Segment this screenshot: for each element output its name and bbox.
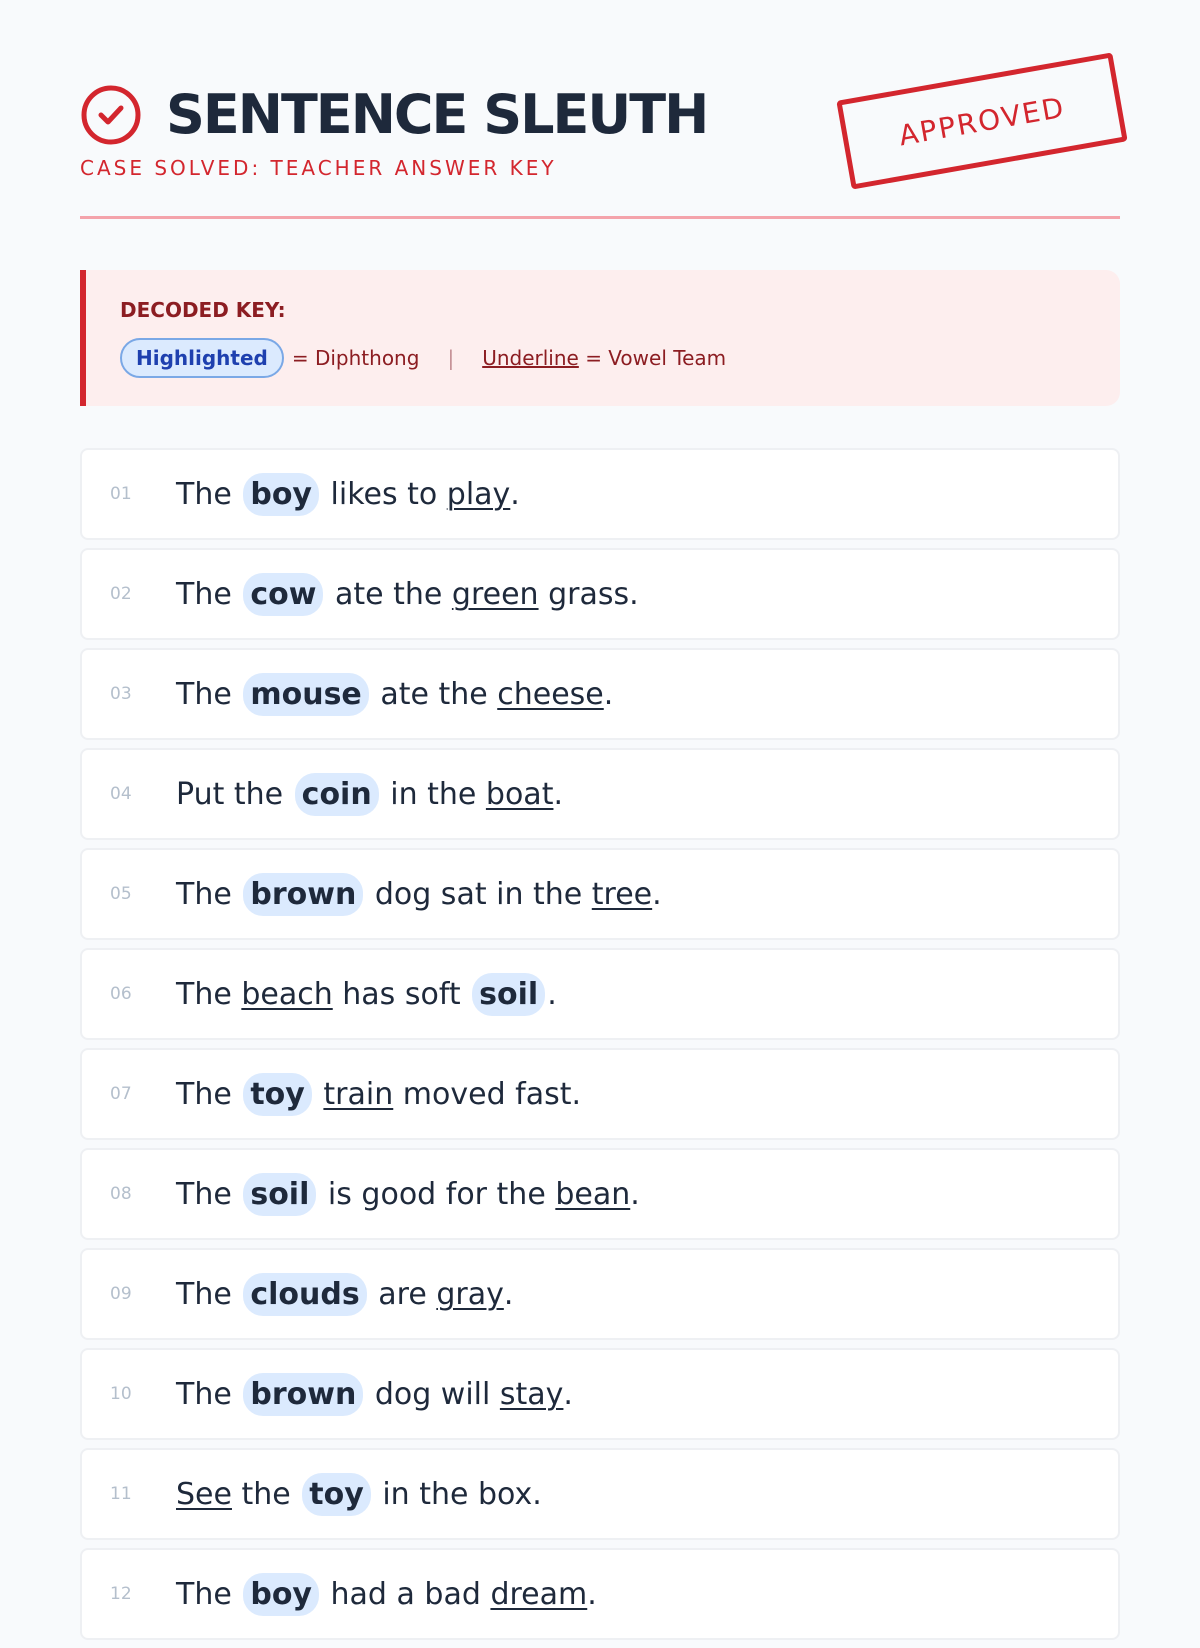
sentence-number: 10: [110, 1384, 132, 1404]
sentence-text: [176, 573, 639, 616]
sentence-fragment: has soft: [332, 976, 471, 1012]
sentence-fragment: The: [176, 476, 242, 512]
page-title: SENTENCE SLEUTH: [166, 83, 708, 146]
sentence-row: [80, 948, 1120, 1040]
diphthong-word: boy: [243, 1573, 319, 1616]
sentence-fragment: likes to: [320, 476, 447, 512]
sentence-fragment: The: [176, 576, 242, 612]
sentence-number: 08: [110, 1184, 132, 1204]
sentence-fragment: The: [176, 1576, 242, 1612]
sentence-fragment: [314, 1077, 324, 1112]
underline-meaning: = Vowel Team: [585, 346, 727, 370]
sentence-number: 12: [110, 1584, 132, 1604]
vowel-team-word: stay: [499, 1376, 564, 1412]
sentence-row: [80, 848, 1120, 940]
sentence-fragment: dog will: [365, 1376, 500, 1412]
sentence-row: [80, 748, 1120, 840]
sentence-text: [176, 1373, 573, 1416]
vowel-team-word: green: [451, 576, 539, 612]
sentence-fragment: The: [176, 676, 242, 712]
sentence-number: 01: [110, 484, 132, 504]
diphthong-word: clouds: [243, 1273, 366, 1316]
sentence-fragment: .: [603, 676, 614, 712]
diphthong-word: coin: [295, 773, 379, 816]
sentence-fragment: the: [231, 1476, 301, 1512]
vowel-team-word: bean: [555, 1176, 631, 1212]
sentence-row: [80, 1148, 1120, 1240]
sentence-number: 03: [110, 684, 132, 704]
sentence-row: [80, 548, 1120, 640]
diphthong-word: toy: [302, 1473, 371, 1516]
underline-sample: Underline: [482, 346, 579, 370]
key-title: DECODED KEY:: [120, 298, 286, 322]
check-circle-icon: [80, 84, 142, 146]
answer-key-page: [80, 0, 1120, 1612]
title-row: [80, 84, 707, 146]
diphthong-word: mouse: [243, 673, 368, 716]
sentence-number: 09: [110, 1284, 132, 1304]
diphthong-word: brown: [243, 1373, 363, 1416]
sentence-fragment: .: [652, 876, 662, 912]
vowel-team-word: See: [176, 1476, 232, 1512]
sentence-fragment: dog sat in the: [365, 876, 592, 912]
vowel-team-word: cheese: [497, 676, 604, 712]
sentence-fragment: .: [510, 476, 520, 512]
sentence-number: 07: [110, 1084, 132, 1104]
sentence-fragment: are: [368, 1276, 437, 1312]
vowel-team-word: dream: [490, 1576, 588, 1612]
diphthong-word: cow: [243, 573, 323, 616]
page-subtitle: CASE SOLVED: TEACHER ANSWER KEY: [80, 156, 557, 180]
vowel-team-word: boat: [485, 776, 554, 812]
vowel-team-word: play: [446, 476, 511, 512]
sentence-text: [176, 473, 520, 516]
sentence-fragment: ate the: [325, 576, 452, 612]
diphthong-word: soil: [243, 1173, 316, 1216]
sentence-row: [80, 448, 1120, 540]
diphthong-word: toy: [243, 1073, 312, 1116]
sentence-fragment: .: [630, 1176, 640, 1212]
sentence-fragment: Put the: [176, 776, 293, 812]
sentence-fragment: The: [176, 1276, 242, 1312]
sentence-row: [80, 1448, 1120, 1540]
sentence-fragment: .: [553, 776, 563, 812]
sentence-fragment: .: [587, 1576, 597, 1612]
sentence-list: [80, 448, 1120, 1648]
sentence-number: 04: [110, 784, 132, 804]
vowel-team-word: train: [323, 1076, 394, 1112]
sentence-fragment: The: [176, 1176, 242, 1212]
sentence-fragment: had a bad: [320, 1576, 491, 1612]
sentence-text: [176, 773, 563, 816]
sentence-text: [176, 1073, 581, 1116]
vowel-team-word: beach: [241, 976, 333, 1012]
sentence-row: [80, 1248, 1120, 1340]
sentence-fragment: The: [176, 876, 242, 912]
highlight-sample: Highlighted: [120, 338, 284, 378]
key-legend: [120, 338, 726, 378]
sentence-number: 05: [110, 884, 132, 904]
sentence-fragment: .: [547, 976, 557, 1012]
sentence-text: [176, 1273, 513, 1316]
sentence-fragment: is good for the: [318, 1176, 556, 1212]
sentence-fragment: in the box.: [372, 1476, 542, 1512]
sentence-fragment: The: [176, 976, 242, 1012]
sentence-fragment: .: [503, 1276, 514, 1312]
sentence-row: [80, 1548, 1120, 1640]
sentence-row: [80, 648, 1120, 740]
sentence-fragment: The: [176, 1376, 242, 1412]
vowel-team-word: tree: [591, 876, 653, 912]
sentence-number: 06: [110, 984, 132, 1004]
sentence-text: [176, 873, 662, 916]
highlight-meaning: = Diphthong: [291, 346, 420, 370]
diphthong-word: soil: [472, 973, 545, 1016]
vowel-team-word: gray: [436, 1276, 504, 1312]
sentence-row: [80, 1048, 1120, 1140]
approved-stamp: APPROVED: [836, 52, 1127, 189]
diphthong-word: brown: [243, 873, 363, 916]
sentence-row: [80, 1348, 1120, 1440]
sentence-fragment: .: [563, 1376, 573, 1412]
sentence-fragment: ate the: [370, 676, 498, 712]
sentence-text: [176, 1173, 640, 1216]
header: [80, 0, 1120, 219]
sentence-number: 02: [110, 584, 132, 604]
sentence-text: [176, 973, 557, 1016]
sentence-fragment: moved fast.: [393, 1076, 582, 1112]
sentence-text: [176, 1473, 542, 1516]
sentence-number: 11: [110, 1484, 132, 1504]
sentence-fragment: in the: [380, 776, 486, 812]
sentence-text: [176, 673, 613, 716]
key-separator: |: [447, 346, 455, 370]
sentence-text: [176, 1573, 597, 1616]
sentence-fragment: The: [176, 1076, 242, 1112]
sentence-fragment: grass.: [538, 576, 639, 612]
diphthong-word: boy: [243, 473, 319, 516]
decoded-key-box: [80, 270, 1120, 406]
